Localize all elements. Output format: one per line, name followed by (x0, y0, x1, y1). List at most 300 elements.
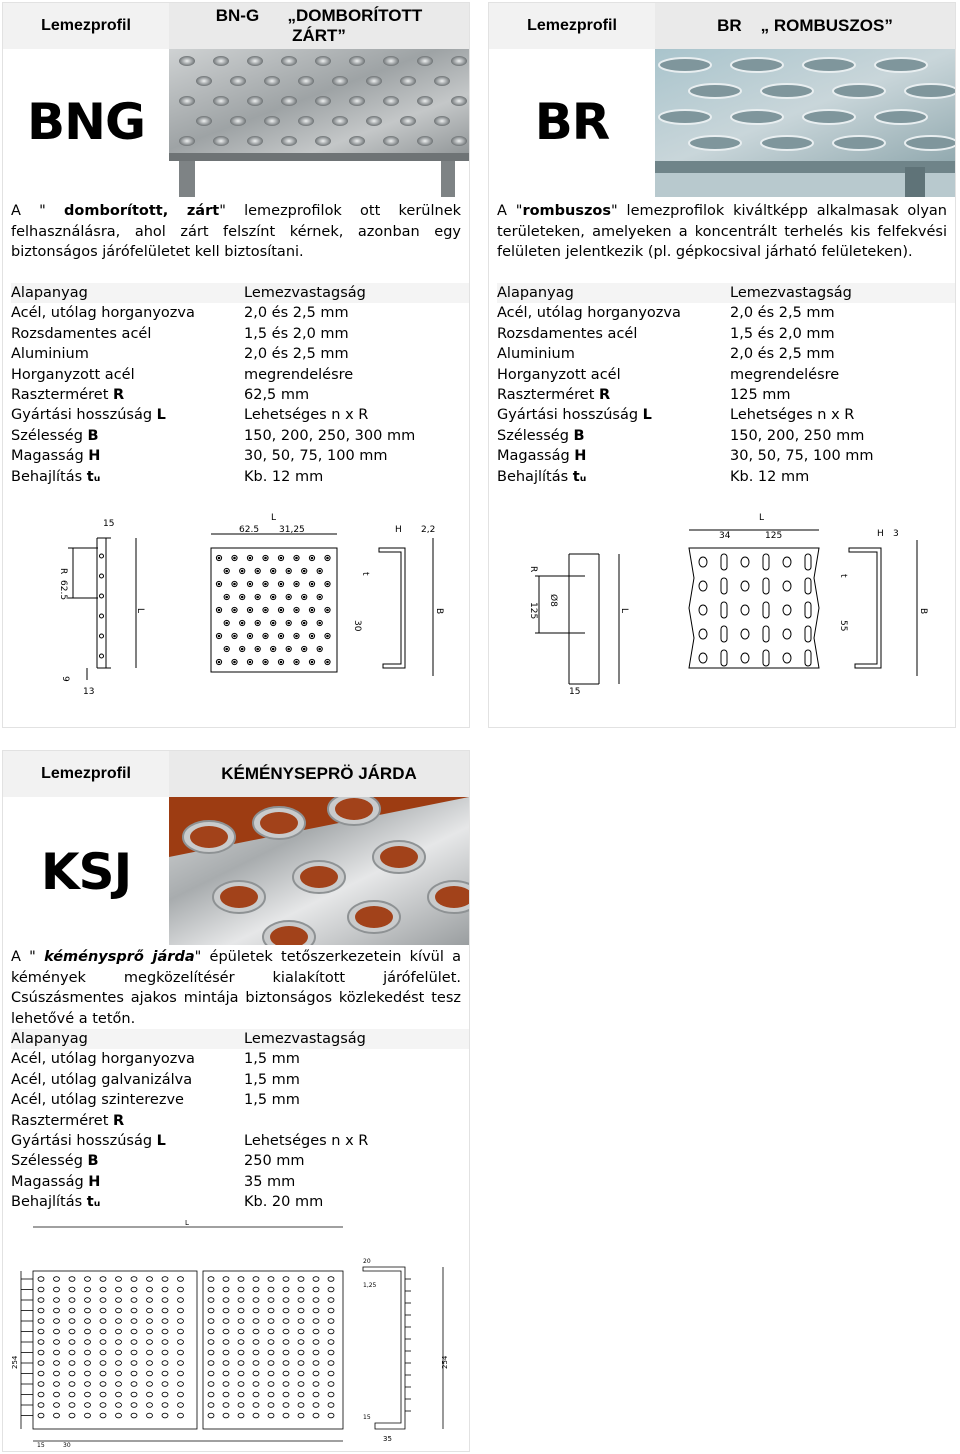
hole-mark (147, 1319, 153, 1324)
dimple-mark (417, 96, 433, 106)
bng-desc-rest: " lemezprofilok ott kerülnek felhasználásra, ahol zárt felszínt kérnek, azonban egy biztonságos járófelületet kell biztosítani. (11, 203, 462, 260)
hole-mark (100, 1361, 106, 1366)
br-material: Acél, utólag horganyozva (497, 305, 681, 322)
hole-mark (741, 653, 749, 663)
hole-center-mark (303, 648, 305, 650)
hole-center-mark (218, 661, 220, 663)
hole-mark (54, 1361, 60, 1366)
hole-mark (283, 1403, 289, 1408)
hole-mark (208, 1340, 214, 1345)
hole-mark (69, 1319, 75, 1324)
hole-mark (238, 1361, 244, 1366)
hole-mark (283, 1308, 289, 1313)
hole-mark (54, 1308, 60, 1313)
bng-desc-prefix: A " (11, 203, 65, 219)
hole-center-mark (327, 557, 329, 559)
table-row (11, 446, 469, 466)
br-desc-rest: " lemezprofilok kiváltképp alkalmasak olyan területeken, amelyeken a koncentrált terhelés kis felfekvési felületen jelentkezik (pl. gépkocsival járható felületeken). (497, 203, 947, 260)
hole-mark (162, 1361, 168, 1366)
hole-mark (54, 1298, 60, 1303)
slot-mark (763, 602, 769, 618)
hole-mark (85, 1413, 91, 1418)
dim-label: H (877, 529, 884, 539)
dim-label: 35 (383, 1435, 392, 1443)
hole-center-mark (234, 635, 236, 637)
hole-mark (699, 653, 707, 663)
br-thickness: 2,0 és 2,5 mm (730, 346, 835, 363)
hole-mark (100, 654, 104, 658)
slot-mark (721, 650, 727, 666)
hole-mark (238, 1287, 244, 1292)
hole-mark (131, 1287, 137, 1292)
br-thickness: megrendelésre (730, 366, 840, 383)
hole-center-mark (218, 557, 220, 559)
hole-mark (268, 1371, 274, 1376)
bng-dim-value: Lehetséges n x R (244, 407, 369, 424)
bng-dim-label: Gyártási hosszúság L (11, 407, 166, 424)
hole-mark (313, 1298, 319, 1303)
br-code: BR (534, 93, 610, 151)
br-dim-value: Lehetséges n x R (730, 407, 855, 424)
hole-mark (131, 1392, 137, 1397)
hole-mark (131, 1277, 137, 1282)
hole-mark (100, 614, 104, 618)
bng-technical-drawing (3, 508, 469, 708)
bng-product-photo (169, 49, 469, 197)
hole-mark (268, 1277, 274, 1282)
dim-label: 15 (363, 1414, 371, 1421)
br-material: Horganyzott acél (497, 366, 621, 383)
hole-mark (178, 1277, 184, 1282)
hole-mark (268, 1329, 274, 1334)
slot-mark (659, 58, 711, 72)
hole-mark (253, 1298, 259, 1303)
hole-mark (741, 557, 749, 567)
bng-dim-label: Behajlítás tᵤ (11, 468, 101, 485)
hole-mark (178, 1413, 184, 1418)
dim-label: 30 (63, 1442, 71, 1447)
hole-mark (162, 1277, 168, 1282)
hole-mark (38, 1329, 44, 1334)
hole-mark (131, 1350, 137, 1355)
hole-mark (162, 1340, 168, 1345)
hole-mark (69, 1298, 75, 1303)
dimple-mark (383, 96, 399, 106)
hole-mark (208, 1413, 214, 1418)
hole-mark (238, 1329, 244, 1334)
table-row (497, 385, 955, 405)
hole-center-mark (257, 622, 259, 624)
hole-mark (783, 653, 791, 663)
table-row (497, 446, 955, 466)
hole-center-mark (272, 570, 274, 572)
hole-center-mark (272, 648, 274, 650)
dimple-mark (366, 116, 382, 126)
hole-mark (253, 1319, 259, 1324)
bng-dim-label: Magasság H (11, 448, 101, 465)
hole-center-mark (303, 622, 305, 624)
table-row (497, 405, 955, 425)
hole-center-mark (265, 557, 267, 559)
hole-mark (298, 1329, 304, 1334)
hole-mark (260, 812, 298, 834)
dimple-mark (247, 136, 263, 146)
ksj-dim-value: Lehetséges n x R (244, 1132, 369, 1149)
dim-label: 31,25 (279, 525, 305, 535)
hole-mark (699, 605, 707, 615)
hole-mark (131, 1413, 137, 1418)
hole-mark (238, 1350, 244, 1355)
hole-mark (54, 1350, 60, 1355)
dim-label: 15 (37, 1442, 45, 1447)
hole-mark (298, 1340, 304, 1345)
slot-mark (805, 626, 811, 642)
dimple-mark (400, 76, 416, 86)
hole-mark (69, 1403, 75, 1408)
hole-center-mark (311, 635, 313, 637)
hole-center-mark (303, 596, 305, 598)
hole-mark (100, 574, 104, 578)
hole-mark (69, 1329, 75, 1334)
hole-mark (238, 1382, 244, 1387)
ksj-col-thickness: Lemezvastagság (244, 1031, 366, 1047)
ksj-desc-bold: kéménysprő járda (44, 949, 195, 965)
bng-thickness: megrendelésre (244, 366, 354, 383)
table-row (11, 405, 469, 425)
hole-mark (298, 1371, 304, 1376)
hole-mark (100, 1298, 106, 1303)
dim-label: 13 (83, 687, 95, 697)
hole-center-mark (226, 648, 228, 650)
hole-mark (313, 1277, 319, 1282)
hole-mark (328, 1382, 334, 1387)
hole-mark (328, 1308, 334, 1313)
slot-mark (805, 578, 811, 594)
hole-center-mark (265, 661, 267, 663)
dimple-mark (213, 96, 229, 106)
hole-center-mark (226, 596, 228, 598)
hole-mark (253, 1287, 259, 1292)
slot-mark (833, 136, 885, 150)
slot-mark (689, 136, 741, 150)
dimple-mark (451, 96, 467, 106)
hole-center-mark (234, 557, 236, 559)
dimple-mark (213, 136, 229, 146)
hole-center-mark (296, 609, 298, 611)
hole-mark (328, 1298, 334, 1303)
hole-mark (268, 1361, 274, 1366)
hole-mark (69, 1308, 75, 1313)
hole-mark (313, 1329, 319, 1334)
hole-center-mark (218, 635, 220, 637)
hole-mark (131, 1308, 137, 1313)
hole-mark (380, 846, 418, 868)
hole-center-mark (296, 583, 298, 585)
hole-mark (54, 1277, 60, 1282)
dimple-mark (281, 96, 297, 106)
bng-thickness: 2,0 és 2,5 mm (244, 346, 349, 363)
hole-mark (328, 1287, 334, 1292)
table-row (11, 344, 469, 364)
hole-mark (268, 1287, 274, 1292)
hole-center-mark (288, 648, 290, 650)
hole-mark (268, 1298, 274, 1303)
hole-mark (283, 1277, 289, 1282)
dim-label: t (360, 572, 370, 576)
hole-mark (69, 1371, 75, 1376)
hole-mark (283, 1340, 289, 1345)
table-row (11, 1111, 469, 1131)
dim-label: Ø8 (548, 594, 558, 607)
hole-mark (69, 1392, 75, 1397)
hole-mark (85, 1371, 91, 1376)
hole-center-mark (257, 570, 259, 572)
hole-mark (253, 1350, 259, 1355)
dimple-mark (264, 76, 280, 86)
dimple-mark (315, 96, 331, 106)
hole-mark (38, 1413, 44, 1418)
table-row (11, 467, 469, 487)
dimple-mark (417, 56, 433, 66)
hole-mark (328, 1340, 334, 1345)
dimple-mark (179, 96, 195, 106)
ksj-description (11, 947, 461, 1029)
hole-mark (100, 634, 104, 638)
slot-mark (761, 136, 813, 150)
hole-mark (85, 1340, 91, 1345)
table-row (11, 426, 469, 446)
hole-center-mark (241, 622, 243, 624)
hole-mark (298, 1392, 304, 1397)
hole-mark (116, 1371, 122, 1376)
hole-mark (283, 1361, 289, 1366)
hole-mark (85, 1277, 91, 1282)
br-desc-prefix: A " (497, 203, 523, 219)
hole-center-mark (241, 596, 243, 598)
dimple-mark (451, 56, 467, 66)
hole-mark (38, 1319, 44, 1324)
hole-mark (783, 581, 791, 591)
hole-mark (100, 1329, 106, 1334)
hole-mark (100, 1392, 106, 1397)
hole-mark (38, 1340, 44, 1345)
dim-label: 15 (103, 519, 115, 529)
hole-mark (268, 1392, 274, 1397)
hole-mark (131, 1371, 137, 1376)
ksj-technical-drawing (3, 1219, 469, 1447)
bng-header (3, 3, 469, 49)
slot-mark (805, 554, 811, 570)
hole-mark (253, 1277, 259, 1282)
hole-mark (162, 1308, 168, 1313)
table-row (497, 365, 955, 385)
br-spec-header (497, 283, 955, 303)
hole-mark (208, 1392, 214, 1397)
dimple-mark (196, 76, 212, 86)
table-row (11, 1090, 469, 1110)
dim-label: B (918, 608, 928, 615)
hole-center-mark (327, 609, 329, 611)
table-row (11, 303, 469, 323)
dimple-mark (213, 56, 229, 66)
ksj-product-photo (169, 797, 469, 945)
hole-center-mark (265, 583, 267, 585)
ksj-spec-header (11, 1029, 469, 1049)
hole-mark (223, 1361, 229, 1366)
hole-mark (69, 1413, 75, 1418)
dimple-mark (349, 136, 365, 146)
hole-center-mark (257, 596, 259, 598)
hole-mark (238, 1371, 244, 1376)
dim-label: 125 (765, 531, 783, 541)
hole-mark (335, 798, 373, 820)
hole-mark (116, 1361, 122, 1366)
hole-mark (313, 1287, 319, 1292)
br-dim-value: Kb. 12 mm (730, 468, 810, 485)
slot-mark (659, 110, 711, 124)
dimple-mark (298, 116, 314, 126)
dimple-mark (434, 76, 450, 86)
hole-mark (131, 1319, 137, 1324)
slot-mark (805, 602, 811, 618)
hole-mark (298, 1298, 304, 1303)
hole-mark (147, 1340, 153, 1345)
hole-mark (238, 1298, 244, 1303)
hole-mark (147, 1371, 153, 1376)
ksj-spec-table (11, 1029, 469, 1213)
hole-mark (69, 1382, 75, 1387)
dim-label: L (619, 608, 629, 614)
br-dim-label: Magasság H (497, 448, 587, 465)
hole-mark (54, 1287, 60, 1292)
hole-mark (253, 1361, 259, 1366)
hole-mark (116, 1392, 122, 1397)
hole-mark (147, 1392, 153, 1397)
hole-mark (38, 1361, 44, 1366)
hole-mark (253, 1308, 259, 1313)
hole-mark (54, 1340, 60, 1345)
hole-mark (85, 1287, 91, 1292)
hole-center-mark (234, 661, 236, 663)
ksj-dim-label: Szélesség B (11, 1153, 99, 1170)
dim-label: 20 (363, 1258, 371, 1265)
hole-center-mark (234, 609, 236, 611)
hole-center-mark (265, 635, 267, 637)
hole-center-mark (272, 596, 274, 598)
hole-mark (85, 1403, 91, 1408)
hole-mark (208, 1277, 214, 1282)
hole-mark (783, 629, 791, 639)
hole-mark (116, 1298, 122, 1303)
hole-mark (38, 1371, 44, 1376)
hole-center-mark (319, 596, 321, 598)
hole-mark (38, 1308, 44, 1313)
bng-col-material: Alapanyag (11, 285, 88, 301)
hole-mark (268, 1308, 274, 1313)
bng-description (11, 201, 461, 263)
hole-mark (328, 1413, 334, 1418)
hole-mark (85, 1392, 91, 1397)
dimple-mark (315, 136, 331, 146)
hole-mark (253, 1340, 259, 1345)
hole-center-mark (280, 661, 282, 663)
hole-mark (147, 1277, 153, 1282)
hole-mark (699, 557, 707, 567)
bng-material: Acél, utólag horganyozva (11, 305, 195, 322)
hole-mark (328, 1277, 334, 1282)
slot-mark (761, 84, 813, 98)
hole-center-mark (249, 635, 251, 637)
hole-mark (313, 1340, 319, 1345)
bng-dim-label: Raszterméret R (11, 386, 125, 403)
hole-mark (283, 1329, 289, 1334)
bng-col-thickness: Lemezvastagság (244, 285, 366, 301)
hole-mark (298, 1403, 304, 1408)
hole-mark (741, 605, 749, 615)
slot-mark (721, 602, 727, 618)
table-row (11, 1172, 469, 1192)
br-header-label: Lemezprofil (489, 3, 655, 49)
hole-center-mark (327, 583, 329, 585)
dimple-mark (434, 116, 450, 126)
hole-mark (298, 1413, 304, 1418)
hole-mark (313, 1382, 319, 1387)
dim-label: 15 (569, 687, 581, 697)
dim-label: R (528, 566, 538, 573)
hole-mark (253, 1403, 259, 1408)
hole-mark (268, 1382, 274, 1387)
hole-center-mark (218, 609, 220, 611)
bng-spec-table (11, 283, 469, 487)
br-thickness: 2,0 és 2,5 mm (730, 305, 835, 322)
hole-mark (328, 1361, 334, 1366)
hole-mark (85, 1298, 91, 1303)
hole-mark (741, 581, 749, 591)
hole-mark (699, 629, 707, 639)
hole-mark (783, 557, 791, 567)
hole-mark (328, 1329, 334, 1334)
slot-mark (803, 58, 855, 72)
hole-mark (38, 1287, 44, 1292)
hole-mark (38, 1298, 44, 1303)
dimple-mark (383, 56, 399, 66)
hole-mark (208, 1382, 214, 1387)
bng-dim-value: 62,5 mm (244, 386, 310, 403)
slot-mark (721, 554, 727, 570)
ksj-thickness: 1,5 mm (244, 1071, 300, 1088)
hole-mark (298, 1382, 304, 1387)
hole-mark (69, 1350, 75, 1355)
br-technical-drawing (489, 508, 955, 708)
hole-center-mark (241, 648, 243, 650)
bng-thickness: 1,5 és 2,0 mm (244, 325, 349, 342)
ksj-dim-label: Magasság H (11, 1173, 101, 1190)
hole-mark (147, 1382, 153, 1387)
dimple-mark (417, 136, 433, 146)
hole-mark (313, 1319, 319, 1324)
hole-mark (100, 1413, 106, 1418)
dim-label: 1,25 (363, 1282, 377, 1289)
hole-mark (178, 1350, 184, 1355)
hole-mark (85, 1350, 91, 1355)
hole-mark (85, 1382, 91, 1387)
hole-center-mark (249, 557, 251, 559)
hole-mark (313, 1392, 319, 1397)
hole-mark (298, 1287, 304, 1292)
hole-mark (178, 1382, 184, 1387)
hole-mark (38, 1350, 44, 1355)
hole-mark (178, 1319, 184, 1324)
